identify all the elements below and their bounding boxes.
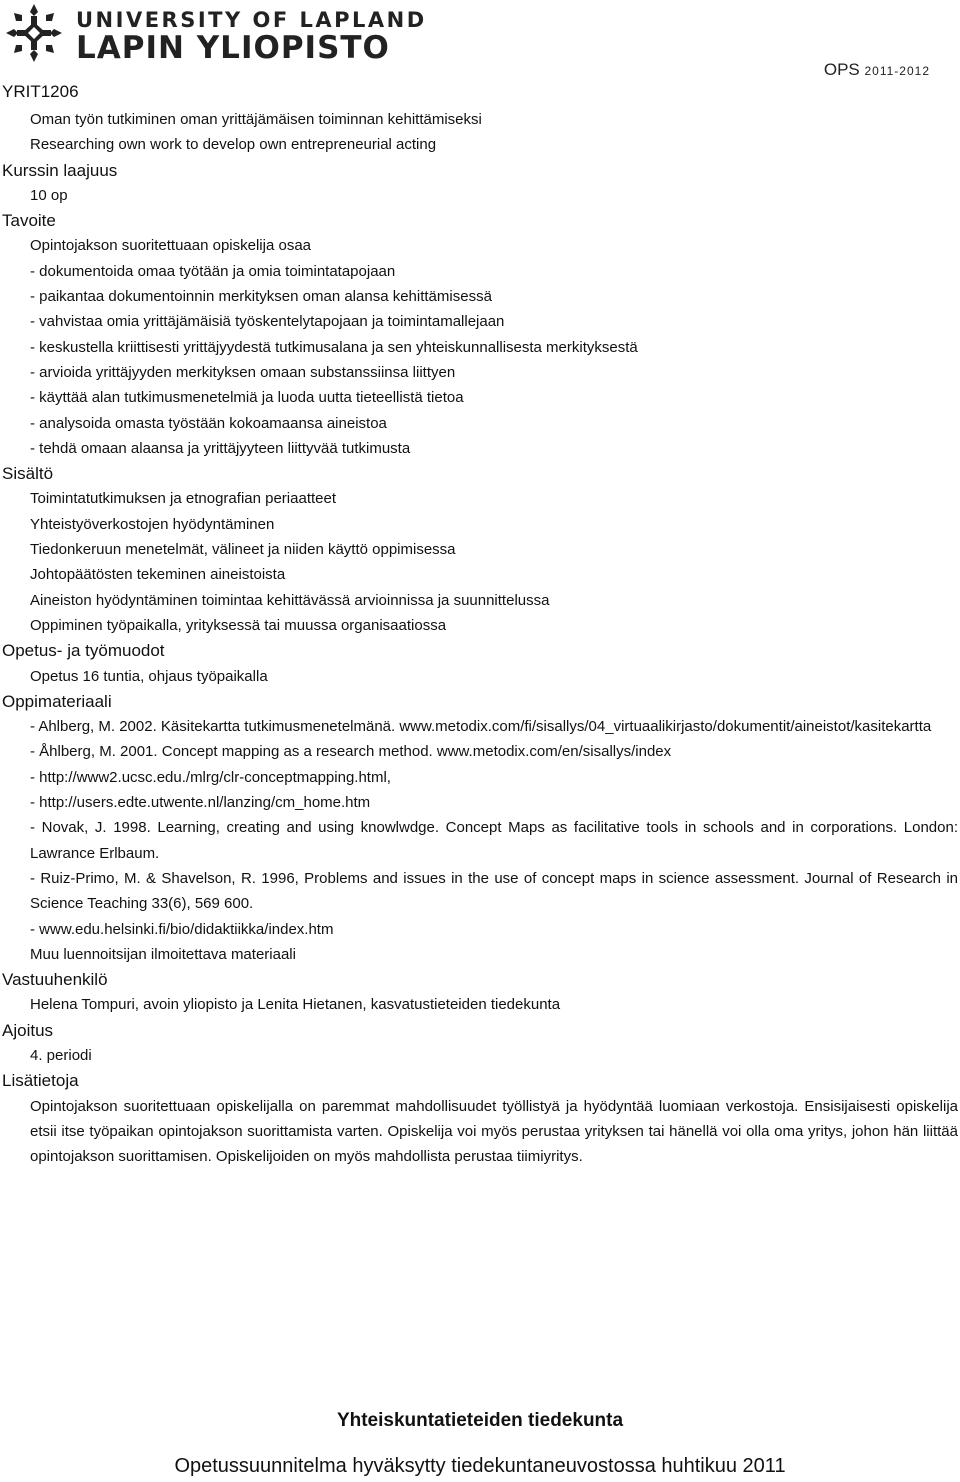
section-heading-timing: Ajoitus [2, 1020, 54, 1040]
ops-label: OPS [823, 60, 860, 79]
course-description [0, 107, 958, 1169]
snowflake-emblem-icon [2, 2, 66, 64]
course-title-fi: Oman työn tutkiminen oman yrittäjämäisen toiminnan kehittämiseksi [30, 111, 482, 128]
course-title-en: Researching own work to develop own entrepreneurial acting [30, 136, 437, 154]
objective-line: - tehdä omaan alaansa ja yrittäjyyteen liittyvää tutkimusta [30, 439, 411, 457]
approval-note: Opetussuunnitelma hyväksytty tiedekuntaneuvostossa huhtikuu 2011 [174, 1455, 786, 1477]
material-entry: - Ahlberg, M. 2002. Käsitekartta tutkimusmenetelmänä. www.metodix.com/fi/sisallys/04_virtuaalikirjasto/dokumentit/aineistot/kasitekartta [30, 718, 932, 736]
section-heading-materials: Oppimateriaali [2, 691, 112, 711]
course-code: YRIT1206 [2, 82, 79, 101]
content-line: Toimintatutkimuksen ja etnografian periaatteet [30, 490, 337, 508]
objective-line: - paikantaa dokumentoinnin merkityksen oman alansa kehittämisessä [30, 288, 492, 306]
material-entry: Muu luennoitsijan ilmoitettava materiaali [30, 945, 296, 963]
section-heading-scope: Kurssin laajuus [2, 160, 118, 180]
teaching-value: Opetus 16 tuntia, ohjaus työpaikalla [30, 667, 268, 685]
section-heading-objectives: Tavoite [2, 211, 56, 231]
faculty-name: Yhteiskuntatieteiden tiedekunta [336, 1410, 624, 1431]
timing-value: 4. periodi [30, 1046, 92, 1064]
section-heading-content: Sisältö [2, 464, 54, 484]
section-heading-additional: Lisätietoja [2, 1071, 79, 1091]
responsible-value: Helena Tompuri, avoin yliopisto ja Lenita Hietanen, kasvatustieteiden tiedekunta [30, 996, 561, 1014]
university-name: UNIVERSITY OF LAPLAND [76, 8, 427, 32]
objective-line: Opintojakson suoritettuaan opiskelija osaa [30, 237, 312, 255]
material-entry: - Novak, J. 1998. Learning, creating and using knowlwdge. Concept Maps as facilitative tools in schools and in corporations. London: Lawrance Erlbaum. [30, 819, 958, 862]
objective-line: - analysoida omasta työstään kokoamaansa aineistoa [30, 414, 387, 432]
content-line: Aineiston hyödyntäminen toimintaa kehittävässä arvioinnissa ja suunnittelussa [30, 591, 550, 609]
objective-line: - käyttää alan tutkimusmenetelmiä ja luoda uutta tieteellistä tietoa [30, 389, 464, 407]
finnish-university-name: LAPIN YLIOPISTO [76, 30, 390, 66]
material-entry: - Åhlberg, M. 2001. Concept mapping as a research method. www.metodix.com/en/sisallys/index [30, 743, 672, 761]
scope-value: 10 op [30, 186, 68, 204]
material-entry: - www.edu.helsinki.fi/bio/didaktiikka/index.htm [30, 920, 334, 938]
objective-line: - keskustella kriittisesti yrittäjyydestä tutkimusalana ja sen yhteiskunnallisesta merkityksestä [30, 338, 638, 356]
section-heading-responsible: Vastuuhenkilö [2, 970, 108, 990]
curriculum-year [824, 60, 930, 80]
material-entry: - http://www2.ucsc.edu./mlrg/clr-conceptmapping.html, [30, 768, 391, 786]
content-line: Yhteistyöverkostojen hyödyntäminen [30, 515, 275, 533]
material-entry: - http://users.edte.utwente.nl/lanzing/cm_home.htm [30, 794, 371, 812]
objective-line: - arvioida yrittäjyyden merkityksen omaan substanssiinsa liittyen [30, 363, 456, 381]
additional-info-text: Opintojakson suoritettuaan opiskelijalla on paremmat mahdollisuudet työllistyä ja hyödyntää luomiaan verkostoja. Ensisijaisesti opiskelija etsii itse työpaikan opintojakson suorittamista varten. Opiskelija voi myös perustaa yrityksen tai hänellä voi olla oma yritys, johon hän liittää opintojakson suorittamisen. Opiskelijoiden on myös mahdollista perustaa tiimiyritys. [30, 1097, 958, 1166]
content-line: Tiedonkeruun menetelmät, välineet ja niiden käyttö oppimisessa [30, 541, 456, 559]
objective-line: - dokumentoida omaa työtään ja omia toimintatapojaan [30, 262, 396, 280]
content-line: Oppiminen työpaikalla, yrityksessä tai muussa organisaatiossa [30, 616, 447, 634]
objective-line: - vahvistaa omia yrittäjämäisiä työskentelytapojaan ja toimintamallejaan [30, 313, 505, 331]
content-line: Johtopäätösten tekeminen aineistoista [30, 566, 286, 584]
section-heading-teaching: Opetus- ja työmuodot [2, 641, 165, 661]
material-entry: - Ruiz-Primo, M. & Shavelson, R. 1996, Problems and issues in the use of concept maps in science assessment. Journal of Research in Science Teaching 33(6), 569 600. [30, 869, 958, 913]
ops-years: 2011-2012 [864, 64, 930, 78]
university-logo [2, 2, 427, 66]
